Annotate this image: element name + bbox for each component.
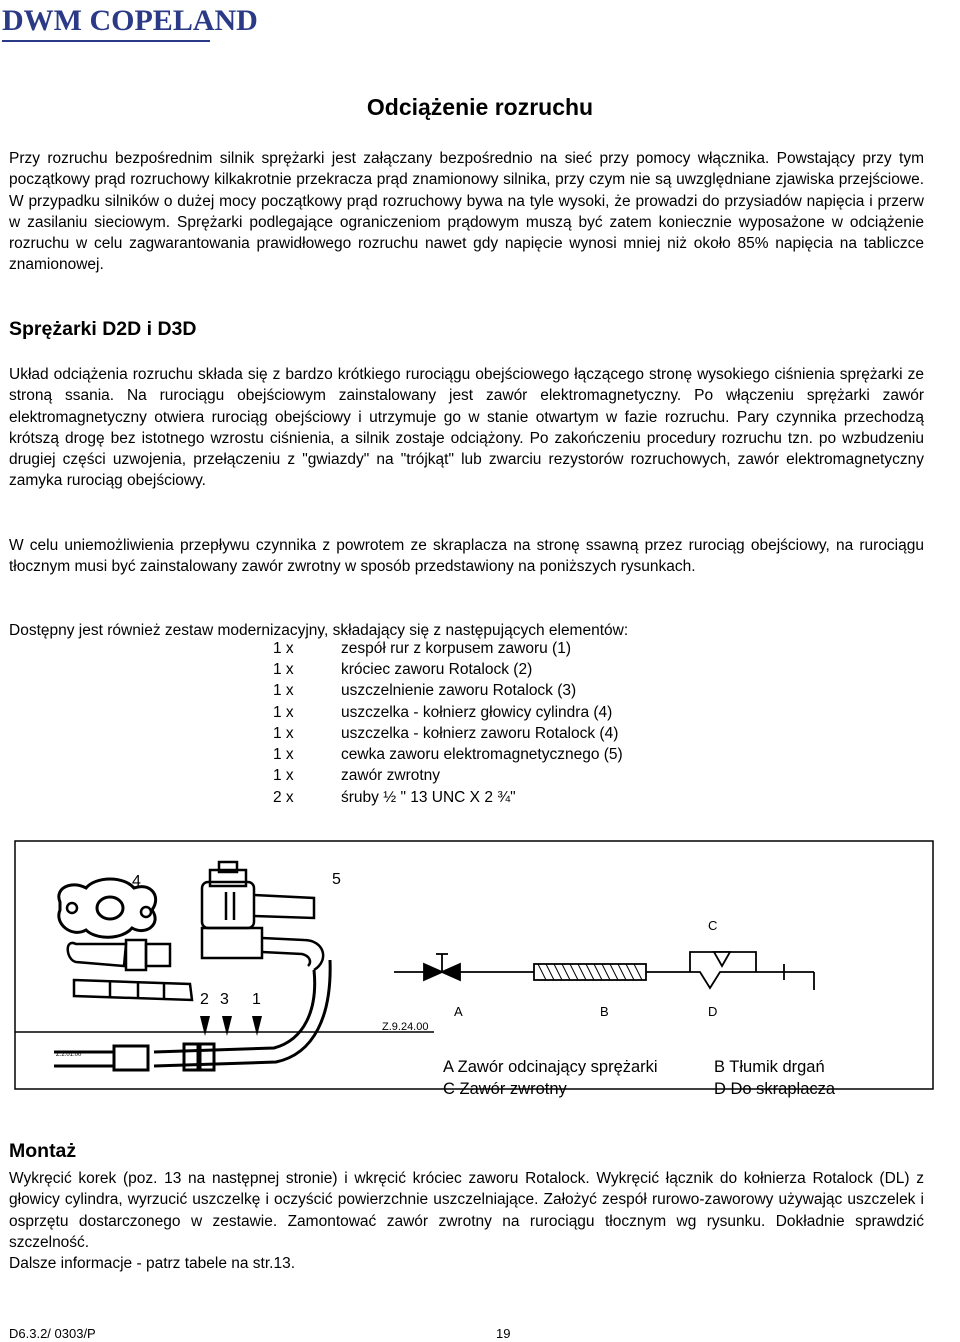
kit-qty: 1 x bbox=[273, 767, 294, 784]
legend-c: C Zawór zwrotny bbox=[443, 1080, 567, 1098]
kit-name: uszczelka - kołnierz zaworu Rotalock (4) bbox=[341, 725, 619, 742]
label-2: 2 bbox=[200, 991, 209, 1008]
kit-name: uszczelka - kołnierz głowicy cylindra (4) bbox=[341, 704, 613, 721]
kit-qty: 1 x bbox=[273, 746, 294, 763]
legend-b: B Tłumik drgań bbox=[714, 1058, 825, 1076]
label-1: 1 bbox=[252, 991, 261, 1008]
kit-qty: 2 x bbox=[273, 789, 294, 806]
drawing-code-right: Z.9.24.00 bbox=[382, 1021, 429, 1033]
label-c: C bbox=[708, 918, 718, 933]
solenoid-valve-icon bbox=[202, 862, 323, 970]
description-paragraph: Układ odciążenia rozruchu składa się z bardzo krótkiego rurociągu obejściowego łączącego stronę wysokiego ciśnienia sprężarki ze stroną ssania. Na rurociągu obejściowym zainstalowany jest zawór elektromagnetyczny. Po włączeniu sprężarki zawór elektromagnetyczny otwiera rurociąg obejściowy i utrzymuje go w stanie otwartym w fazie rozruchu. Pary czynnika przechodzą krótszą drogę bez istotnego wzrostu ciśnienia, a silnik zostaje odciążony. Po zakończeniu procedury rozruchu tzn. po wzbudzeniu drugiej części uzwojenia, przełączeniu z "gwiazdy" na "trójkąt" lub zwarciu rezystorów rozruchowych, zawór elektromagnetyczny zamyka rurociąg obejściowy. bbox=[9, 366, 924, 490]
bypass-kit-figure bbox=[14, 840, 934, 1090]
document-code: D6.3.2/ 0303/P bbox=[9, 1326, 96, 1341]
page-title: Odciążenie rozruchu bbox=[366, 94, 594, 120]
legend-d: D Do skraplacza bbox=[714, 1080, 836, 1098]
kit-name: uszczelnienie zaworu Rotalock (3) bbox=[341, 682, 577, 699]
more-info-note: Dalsze informacje - patrz tabele na str.13. bbox=[9, 1255, 296, 1272]
section-heading-d2d-d3d: Sprężarki D2D i D3D bbox=[9, 318, 197, 340]
check-valve-paragraph: W celu uniemożliwienia przepływu czynnika z powrotem ze skraplacza na stronę ssawną przez rurociąg obejściowy, na rurociągu tłocznym musi być zainstalowany zawór zwrotny w sposób przedstawiony na poniższych rysunkach. bbox=[9, 537, 924, 576]
rotalock-fitting-icon bbox=[68, 940, 192, 1000]
drawing-code-left: Z.2.01.00 bbox=[56, 1052, 82, 1058]
kit-qty: 1 x bbox=[273, 725, 294, 742]
label-d: D bbox=[708, 1004, 718, 1019]
logo-underline bbox=[2, 40, 210, 42]
section-heading-assembly: Montaż bbox=[9, 1140, 77, 1162]
pointer-arrows bbox=[200, 1016, 262, 1036]
kit-name: cewka zaworu elektromagnetycznego (5) bbox=[341, 746, 623, 763]
assembly-paragraph: Wykręcić korek (poz. 13 na następnej stronie) i wkręcić króciec zaworu Rotalock. Wykręcić łącznik do kołnierza Rotalock (DL) z głowicy cylindra, wyrzucić uszczelkę i oczyścić powierzchnie uszczelniające. Założyć zespół rurowo-zaworowy używając uszczelek i osprzętu dostarczonego w zestawie. Zamontować zawór zwrotny na rurociągu tłocznym wg rysunku. Dokładnie sprawdzić szczelność. bbox=[9, 1170, 924, 1251]
label-a: A bbox=[454, 1004, 463, 1019]
kit-qty: 1 x bbox=[273, 682, 294, 699]
bypass-tube-icon bbox=[54, 960, 330, 1070]
kit-name: śruby ½ " 13 UNC X 2 ¾" bbox=[341, 789, 516, 806]
label-4: 4 bbox=[132, 873, 141, 890]
intro-paragraph: Przy rozruchu bezpośrednim silnik sprężarki jest załączany bezpośrednio na sieć przy pomocy włącznika. Powstający przy tym początkowy prąd rozruchowy kilkakrotnie przekracza prąd znamionowy silnika, przy czym nie są uwzględniane zjawiska przejściowe. W przypadku silników o dużej mocy początkowy prąd rozruchowy bywa na tyle wysoki, że prowadzi do przysiadów napięcia i przerw w zasilaniu sieciowym. Sprężarki podlegające ograniczeniom prądowym muszą być zatem koniecznie wyposażone w odciążenie rozruchu w celu zagwarantowania prawidłowego rozruchu nawet gdy napięcie wynosi mniej niż około 85% napięcia na tabliczce znamionowej. bbox=[9, 150, 924, 274]
kit-qty: 1 x bbox=[273, 640, 294, 657]
kit-qty: 1 x bbox=[273, 704, 294, 721]
kit-intro: Dostępny jest również zestaw modernizacyjny, składający się z następujących elementów: bbox=[9, 622, 629, 639]
label-5: 5 bbox=[332, 871, 341, 888]
kit-qty: 1 x bbox=[273, 661, 294, 678]
gasket-icon bbox=[59, 879, 156, 937]
kit-name: zawór zwrotny bbox=[341, 767, 441, 784]
check-valve-schematic bbox=[394, 952, 814, 990]
kit-name: zespół rur z korpusem zaworu (1) bbox=[341, 640, 571, 657]
kit-name: króciec zaworu Rotalock (2) bbox=[341, 661, 533, 678]
page-number: 19 bbox=[496, 1326, 511, 1341]
legend-a: A Zawór odcinający sprężarki bbox=[443, 1058, 658, 1076]
label-3: 3 bbox=[220, 991, 229, 1008]
company-logo: DWM COPELAND bbox=[2, 4, 258, 37]
label-b: B bbox=[600, 1004, 609, 1019]
